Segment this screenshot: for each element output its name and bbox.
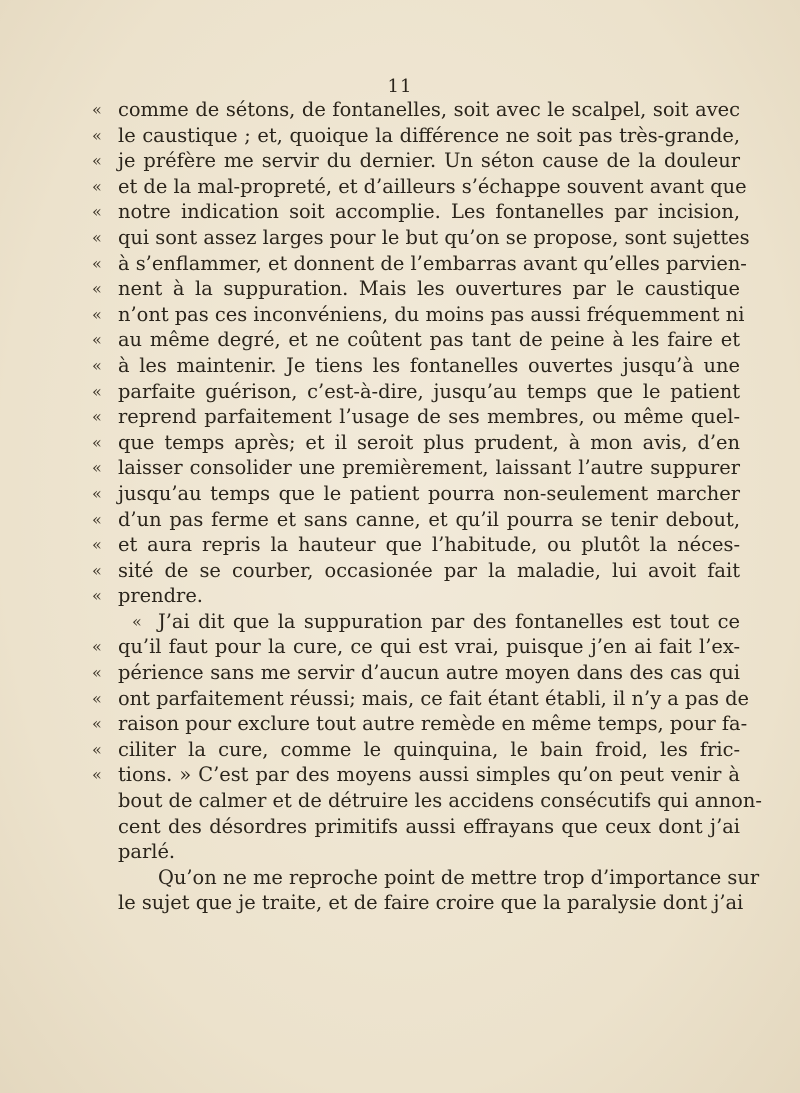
text-line bbox=[92, 711, 748, 737]
text-line bbox=[92, 532, 740, 558]
paragraph-start-line bbox=[118, 609, 740, 635]
line-text: sité de se courber, occasionée par la maladie, lui avoit fait bbox=[118, 558, 740, 582]
text-line bbox=[92, 762, 740, 788]
line-text: le caustique ; et, quoique la différence ne soit pas très-grande, bbox=[118, 123, 740, 147]
quote-mark: « bbox=[92, 355, 102, 375]
text-line bbox=[92, 123, 740, 149]
quote-mark: « bbox=[92, 637, 102, 657]
body-text bbox=[92, 97, 762, 916]
quote-mark: « bbox=[92, 381, 102, 401]
line-text: prendre. bbox=[118, 584, 203, 608]
line-text: d’un pas ferme et sans canne, et qu’il pourra se tenir debout, bbox=[118, 507, 740, 531]
page-number: 11 bbox=[387, 76, 413, 97]
text-line bbox=[92, 634, 740, 660]
quote-mark: « bbox=[92, 176, 102, 196]
text-line bbox=[92, 97, 740, 123]
quote-mark: « bbox=[92, 432, 102, 452]
line-text: jusqu’au temps que le patient pourra non-seulement marcher bbox=[118, 481, 740, 505]
text-line bbox=[92, 302, 745, 328]
quote-mark: « bbox=[92, 560, 102, 580]
text-line bbox=[92, 251, 747, 277]
line-text: notre indication soit accomplie. Les fontanelles par incision, bbox=[118, 200, 740, 224]
quote-mark: « bbox=[92, 151, 102, 171]
line-text: cent des désordres primitifs aussi effrayans que ceux dont j’ai bbox=[118, 814, 740, 838]
text-line bbox=[92, 174, 747, 200]
text-line bbox=[118, 890, 744, 916]
line-text: ciliter la cure, comme le quinquina, le bain froid, les fric- bbox=[118, 737, 740, 761]
text-line bbox=[92, 558, 740, 584]
line-text: qui sont assez larges pour le but qu’on se propose, sont sujettes bbox=[118, 225, 750, 249]
quote-mark: « bbox=[92, 125, 102, 145]
quote-mark: « bbox=[92, 227, 102, 247]
quote-mark: « bbox=[92, 535, 102, 555]
line-text: comme de sétons, de fontanelles, soit avec le scalpel, soit avec bbox=[118, 98, 740, 121]
text-line bbox=[118, 788, 762, 814]
text-line bbox=[118, 814, 740, 840]
text-line bbox=[92, 737, 740, 763]
text-line bbox=[118, 839, 740, 865]
line-text: qu’il faut pour la cure, ce qui est vrai, puisque j’en ai fait l’ex- bbox=[118, 635, 740, 659]
text-line bbox=[92, 507, 740, 533]
text-line bbox=[92, 225, 750, 251]
quote-mark: « bbox=[132, 611, 142, 631]
text-line bbox=[92, 660, 740, 686]
quote-mark: « bbox=[92, 586, 102, 606]
line-text: n’ont pas ces inconvéniens, du moins pas aussi fréquemment ni bbox=[118, 302, 745, 326]
line-text: bout de calmer et de détruire les accidens consécutifs qui annon- bbox=[118, 789, 762, 813]
text-line bbox=[92, 686, 750, 712]
text-line bbox=[92, 583, 740, 609]
line-text: reprend parfaitement l’usage de ses membres, ou même quel- bbox=[118, 405, 740, 429]
line-text: tions. » C’est par des moyens aussi simples qu’on peut venir à bbox=[118, 763, 740, 787]
quote-mark: « bbox=[92, 407, 102, 427]
line-text: parlé. bbox=[118, 840, 176, 864]
line-text: et aura repris la hauteur que l’habitude, ou plutôt la néces- bbox=[118, 533, 740, 557]
quote-mark: « bbox=[92, 279, 102, 299]
line-text: à s’enflammer, et donnent de l’embarras avant qu’elles parvien- bbox=[118, 251, 747, 275]
line-text: nent à la suppuration. Mais les ouvertures par le caustique bbox=[118, 277, 740, 301]
quote-mark: « bbox=[92, 483, 102, 503]
line-text: à les maintenir. Je tiens les fontanelles ouvertes jusqu’à une bbox=[118, 353, 740, 377]
text-line bbox=[92, 276, 740, 302]
text-line bbox=[92, 148, 740, 174]
line-text: J’ai dit que la suppuration par des fontanelles est tout ce bbox=[158, 609, 740, 633]
line-text: au même degré, et ne coûtent pas tant de peine à les faire et bbox=[118, 328, 740, 352]
line-text: Qu’on ne me reproche point de mettre trop d’importance sur bbox=[158, 865, 760, 889]
quote-mark: « bbox=[92, 330, 102, 350]
line-text: que temps après; et il seroit plus prudent, à mon avis, d’en bbox=[118, 430, 740, 454]
quote-mark: « bbox=[92, 739, 102, 759]
line-text: raison pour exclure tout autre remède en même temps, pour fa- bbox=[118, 712, 748, 736]
text-line bbox=[92, 430, 740, 456]
quote-mark: « bbox=[92, 100, 102, 119]
line-text: ont parfaitement réussi; mais, ce fait étant établi, il n’y a pas de bbox=[118, 686, 750, 710]
line-text: parfaite guérison, c’est-à-dire, jusqu’au temps que le patient bbox=[118, 379, 740, 403]
quote-mark: « bbox=[92, 509, 102, 529]
text-line bbox=[92, 199, 740, 225]
quote-mark: « bbox=[92, 688, 102, 708]
quote-mark: « bbox=[92, 714, 102, 734]
quote-mark: « bbox=[92, 202, 102, 222]
text-line bbox=[92, 353, 740, 379]
text-line bbox=[92, 379, 740, 405]
quote-mark: « bbox=[92, 304, 102, 324]
line-text: le sujet que je traite, et de faire croire que la paralysie dont j’ai bbox=[118, 891, 744, 915]
quote-mark: « bbox=[92, 765, 102, 785]
quote-mark: « bbox=[92, 663, 102, 683]
quote-mark: « bbox=[92, 253, 102, 273]
paragraph-start-line bbox=[118, 865, 760, 891]
text-line bbox=[92, 455, 740, 481]
text-line bbox=[92, 481, 740, 507]
line-text: périence sans me servir d’aucun autre moyen dans des cas qui bbox=[118, 661, 740, 685]
text-line bbox=[92, 404, 740, 430]
line-text: laisser consolider une premièrement, laissant l’autre suppurer bbox=[118, 456, 740, 480]
quote-mark: « bbox=[92, 458, 102, 478]
line-text: je préfère me servir du dernier. Un séton cause de la douleur bbox=[118, 149, 740, 173]
text-line bbox=[92, 327, 740, 353]
line-text: et de la mal-propreté, et d’ailleurs s’échappe souvent avant que bbox=[118, 174, 747, 198]
